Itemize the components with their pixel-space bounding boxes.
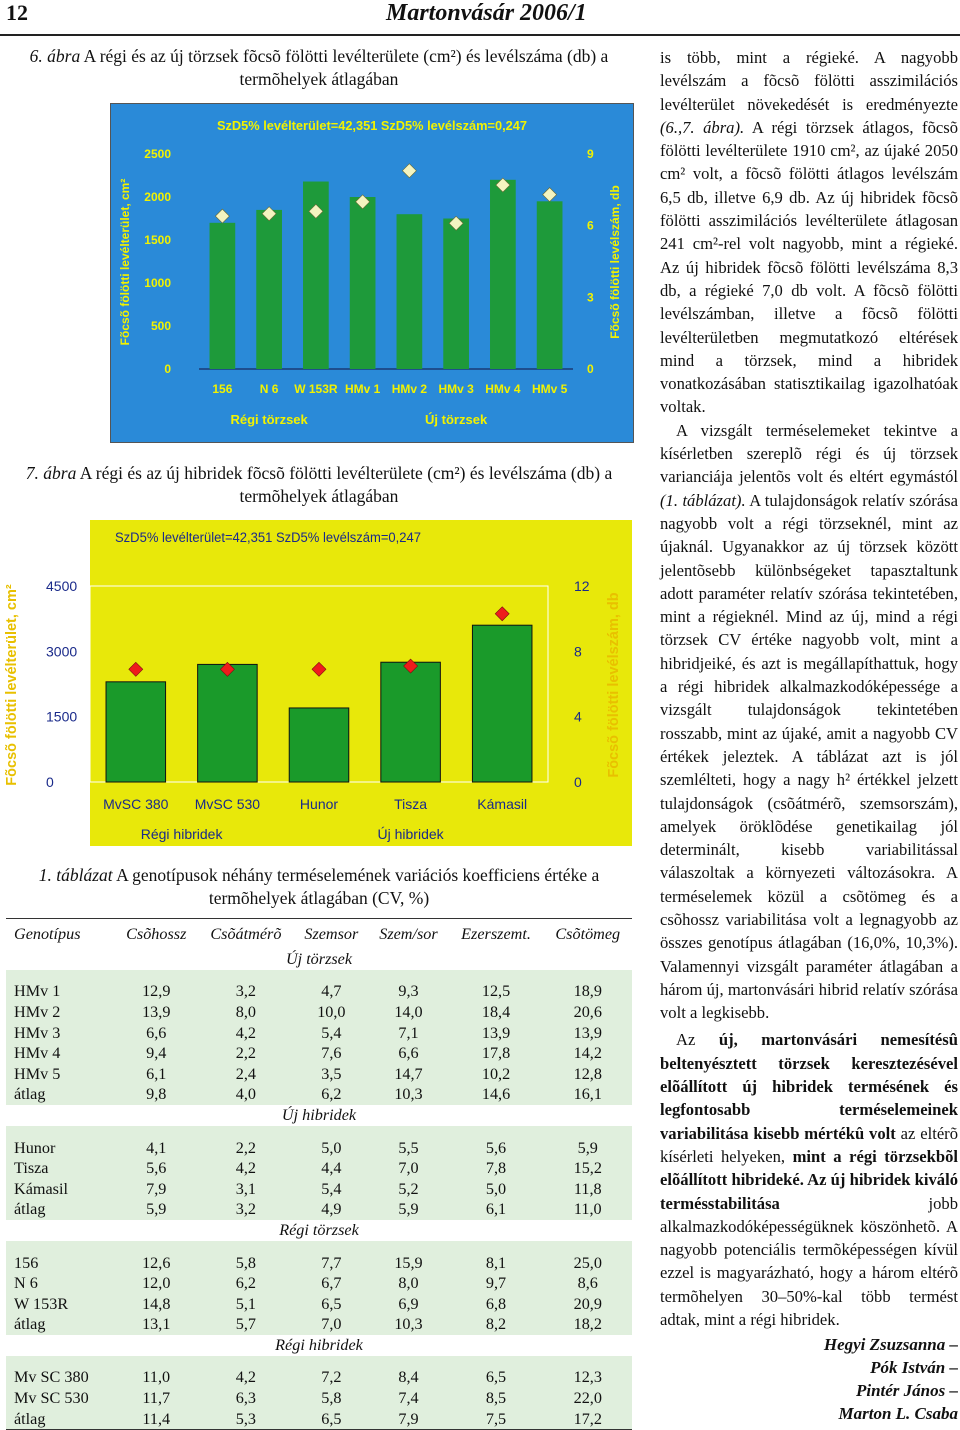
figure6-ytick: 1500 <box>144 233 171 247</box>
figure7-label: 7. ábra <box>25 463 77 483</box>
p3c: az eltérõ kísérleti helyeken, <box>660 1123 959 1166</box>
figure7-y2tick: 4 <box>574 708 582 725</box>
figure6-group-label: Új törzsek <box>425 412 488 427</box>
figure7-ytick: 0 <box>46 774 54 790</box>
figure7-xtick: Tisza <box>394 796 428 812</box>
table-value-cell: 9,7 <box>449 1273 544 1294</box>
table-value-cell: 7,7 <box>294 1253 368 1274</box>
table-value-cell: 6,6 <box>368 1043 448 1064</box>
figure7-xtick: MvSC 380 <box>103 796 169 812</box>
table-value-cell: 7,9 <box>115 1179 198 1200</box>
table-row <box>6 1085 632 1106</box>
table-row <box>6 1138 632 1159</box>
table-spacer <box>6 1126 632 1138</box>
table-value-cell: 18,2 <box>544 1315 632 1336</box>
table-value-cell: 5,1 <box>198 1294 295 1315</box>
figure6-marker <box>543 188 557 202</box>
table-section-title: Új törzsek <box>6 949 632 970</box>
table-genotype-cell: átlag <box>6 1200 115 1221</box>
table-value-cell: 4,2 <box>198 1158 295 1179</box>
figure6-y2tick: 6 <box>587 218 594 233</box>
table-value-cell: 8,2 <box>449 1315 544 1336</box>
table-value-cell: 5,2 <box>368 1179 448 1200</box>
figure6-xtick: HMv 3 <box>438 382 474 396</box>
figure7-title: SzD5% levélterület=42,351 SzD5% levélszám=0,247 <box>115 530 421 545</box>
table-value-cell: 10,3 <box>368 1315 448 1336</box>
table-genotype-cell: HMv 3 <box>6 1023 115 1044</box>
figure7-y2tick: 0 <box>574 774 582 790</box>
figure6-ytick: 2000 <box>144 190 171 204</box>
table-value-cell: 8,0 <box>198 1002 295 1023</box>
table-value-cell: 7,4 <box>368 1388 448 1409</box>
table-row <box>6 982 632 1003</box>
table-value-cell: 14,7 <box>368 1064 448 1085</box>
header-rule <box>0 34 960 36</box>
figure6-bar <box>256 210 282 369</box>
table-header-cell: Ezerszemt. <box>449 919 544 950</box>
figure7-ytick: 1500 <box>46 708 78 725</box>
table-row <box>6 1179 632 1200</box>
table-header-cell: Szem/sor <box>368 919 448 950</box>
figure7-group-label: Régi hibridek <box>140 826 223 842</box>
table-value-cell: 4,7 <box>294 982 368 1003</box>
table-value-cell: 6,5 <box>449 1368 544 1389</box>
figure7-text: A régi és az új hibridek fõcsõ fölötti levélterülete (cm²) és levélszáma (db) a termõhelyek átlagában <box>79 463 613 506</box>
table-value-cell: 14,8 <box>115 1294 198 1315</box>
table-value-cell: 17,8 <box>449 1043 544 1064</box>
table-header-cell: Csõtömeg <box>544 919 632 950</box>
table1-label: 1. táblázat <box>38 865 113 885</box>
table-value-cell: 3,2 <box>198 1200 295 1221</box>
table-value-cell: 7,0 <box>294 1315 368 1336</box>
table-value-cell: 6,3 <box>198 1388 295 1409</box>
figure6-marker <box>402 164 416 178</box>
author-3: Pintér János – <box>855 1381 958 1401</box>
author-2: Pók István – <box>870 1358 958 1378</box>
figure6-xtick: HMv 4 <box>485 382 521 396</box>
table-value-cell: 6,2 <box>294 1085 368 1106</box>
table-value-cell: 5,8 <box>294 1388 368 1409</box>
table-value-cell: 18,4 <box>449 1002 544 1023</box>
table-value-cell: 25,0 <box>544 1253 632 1274</box>
table-value-cell: 5,9 <box>115 1200 198 1221</box>
table-value-cell: 6,9 <box>368 1294 448 1315</box>
table-value-cell: 9,8 <box>115 1085 198 1106</box>
table-value-cell: 7,6 <box>294 1043 368 1064</box>
figure7-ylabel-right <box>598 580 638 790</box>
figure6-ylabel: Fõcsõ fölötti levélterület, cm² <box>118 178 132 346</box>
table-header-cell: Csõhossz <box>115 919 198 950</box>
paragraph-2 <box>660 419 958 1025</box>
table-value-cell: 20,9 <box>544 1294 632 1315</box>
figure6-y2tick: 9 <box>587 147 594 161</box>
table-value-cell: 13,1 <box>115 1315 198 1336</box>
figure6-bar <box>397 214 423 369</box>
table-value-cell: 6,6 <box>115 1023 198 1044</box>
p2-ref: (1. táblázat). <box>660 490 746 510</box>
table-value-cell: 5,3 <box>198 1409 295 1430</box>
figure7-group-label: Új hibridek <box>377 826 444 842</box>
table-genotype-cell: átlag <box>6 1409 115 1430</box>
table-row <box>6 1023 632 1044</box>
table-value-cell: 5,6 <box>115 1158 198 1179</box>
p1-text: is több, mint a régieké. A nagyobb levélszám a fõcsõ fölötti asszimilációs levélterület növekedését is eredményezte <box>660 48 958 114</box>
figure6-bar <box>350 197 376 369</box>
author-4: Marton L. Csaba <box>838 1404 958 1424</box>
table-genotype-cell: Tisza <box>6 1158 115 1179</box>
table-value-cell: 2,2 <box>198 1043 295 1064</box>
table-value-cell: 7,2 <box>294 1368 368 1389</box>
table-value-cell: 6,5 <box>294 1294 368 1315</box>
figure6-ytick: 0 <box>164 362 171 376</box>
figure6-svg <box>111 104 633 442</box>
table-value-cell: 5,4 <box>294 1179 368 1200</box>
figure7-xtick: Hunor <box>299 796 339 812</box>
table-section-title: Régi törzsek <box>6 1220 632 1241</box>
table-value-cell: 10,2 <box>449 1064 544 1085</box>
figure6-xtick: W 153R <box>294 382 338 396</box>
table-genotype-cell: Hunor <box>6 1138 115 1159</box>
p3a: Az <box>676 1030 696 1050</box>
body-text-column <box>660 46 958 1425</box>
table-header-row <box>6 919 632 950</box>
page-number: 12 <box>6 0 28 25</box>
table-value-cell: 11,8 <box>544 1179 632 1200</box>
table-value-cell: 11,4 <box>115 1409 198 1430</box>
table-value-cell: 6,5 <box>294 1409 368 1430</box>
table-spacer <box>6 1241 632 1253</box>
table-row <box>6 1315 632 1336</box>
table-row <box>6 1368 632 1389</box>
table-value-cell: 5,5 <box>368 1138 448 1159</box>
table-value-cell: 4,2 <box>198 1023 295 1044</box>
table-genotype-cell: W 153R <box>6 1294 115 1315</box>
table-value-cell: 12,3 <box>544 1368 632 1389</box>
p2b-text: A tulajdonságok relatív szórása nagyobb volt a régi törzseknél, mint az újaknál. Ugyanakkor az új törzsek között jelentõsebb különbségeket tapasztaltunk adott paraméter relatív szórása tekintetében, mint a régieknél. Mind az új, mind a régi törzsek CV értéke nagyobb volt, mint a hibridjeiké, és azt is megállapíthattuk, hogy a régi hibridek alkalmazkodóképessége a vizsgált tulajdonságok tekintetében rosszabb, mint az újaké, amit a nagyobb CV értékek jeleztek. A táblázat azt is jól szemlélteti, hogy a nagy h² értékkel jelzett tulajdonságok (csõátmérõ, szemsorszám), amelyek öröklõdése genetikailag jól determinált, kisebb variabilitással válaszoltak a környezeti változásokra. A terméselemek közül a csõtömeg és a csõhossz variabilitása volt a legnagyobb az összes genotípus átlagában (16,0%, 10,3%). Valamennyi vizsgált paraméter átlagában a három új, martonvásári hibrid relatív szórása volt a legkisebb. <box>660 490 959 1023</box>
figure6-ytick: 500 <box>150 319 171 333</box>
table-genotype-cell: HMv 5 <box>6 1064 115 1085</box>
table-section-row <box>6 1220 632 1241</box>
table-value-cell: 15,9 <box>368 1253 448 1274</box>
figure6-ytick: 2500 <box>144 147 171 161</box>
table-value-cell: 12,5 <box>449 982 544 1003</box>
table-value-cell: 14,2 <box>544 1043 632 1064</box>
table-value-cell: 17,2 <box>544 1409 632 1430</box>
p3d: mint a régi törzsekbõl elõállított hibrideké. Az új hibridek kiváló termésstabilitása <box>660 1146 958 1213</box>
p1-ref: (6.,7. ábra). <box>660 117 745 137</box>
table-value-cell: 16,1 <box>544 1085 632 1106</box>
table-value-cell: 10,3 <box>368 1085 448 1106</box>
table-value-cell: 6,1 <box>115 1064 198 1085</box>
figure7-bar <box>472 625 532 782</box>
paragraph-3 <box>660 1028 958 1331</box>
p3b: új, martonvásári nemesítésû beltenyésztett törzsek keresztezésével elõállított új hibridek termésének és legfontosabb terméselemeinek variabilitása kisebb mértékû volt <box>660 1030 958 1143</box>
figure6-xtick: HMv 5 <box>531 382 568 396</box>
figure6-marker <box>215 209 229 223</box>
table-section-title: Új hibridek <box>6 1105 632 1126</box>
table-value-cell: 7,5 <box>449 1409 544 1430</box>
table-section-row <box>6 1105 632 1126</box>
table-value-cell: 5,0 <box>449 1179 544 1200</box>
table-genotype-cell: Kámasil <box>6 1179 115 1200</box>
table-row <box>6 1158 632 1179</box>
figure7-y2label-text: Fõcsõ fölötti levélszám, db <box>606 592 622 778</box>
table-spacer <box>6 1356 632 1368</box>
table-row <box>6 1409 632 1430</box>
table-genotype-cell: 156 <box>6 1253 115 1274</box>
table-value-cell: 13,9 <box>544 1023 632 1044</box>
table-value-cell: 5,0 <box>294 1138 368 1159</box>
table-value-cell: 6,8 <box>449 1294 544 1315</box>
table-value-cell: 8,0 <box>368 1273 448 1294</box>
table-section-row <box>6 1335 632 1356</box>
figure7-svg <box>46 520 632 846</box>
table-value-cell: 11,7 <box>115 1388 198 1409</box>
table-genotype-cell: HMv 4 <box>6 1043 115 1064</box>
figure6-y2label: Fõcsõ fölötti levélszám, db <box>608 185 622 339</box>
figure6-y2tick: 3 <box>587 290 594 305</box>
table-genotype-cell: N 6 <box>6 1273 115 1294</box>
table-value-cell: 9,3 <box>368 982 448 1003</box>
figure6-bar <box>537 201 563 369</box>
figure6-title: SzD5% levélterület=42,351 SzD5% levélszám=0,247 <box>217 118 527 133</box>
table-value-cell: 2,2 <box>198 1138 295 1159</box>
table-value-cell: 10,0 <box>294 1002 368 1023</box>
table-value-cell: 6,1 <box>449 1200 544 1221</box>
figure6-group-label: Régi törzsek <box>230 412 308 427</box>
table1-text: A genotípusok néhány terméselemének variációs koefficiens értéke a termõhelyek átlagában (CV, %) <box>116 865 600 908</box>
figure6-bar <box>210 223 236 369</box>
p3e: jobb alkalmazkodóképességüknek köszönhetõ. A nagyobb potenciális termõképességen kívül ezzel is magyarázható, hogy a három eltérõ termõhelyen 30–50%-kal több termést adtak, mint a régi hibridek. <box>660 1193 958 1330</box>
table-row <box>6 1273 632 1294</box>
figure6-xtick: HMv 2 <box>391 382 428 396</box>
figure7-ylabel-text: Fõcsõ fölötti levélterület, cm² <box>4 584 20 786</box>
figure7-chart <box>46 520 632 846</box>
figure6-label: 6. ábra <box>29 46 81 66</box>
table-value-cell: 13,9 <box>449 1023 544 1044</box>
table-header-cell: Csõátmérõ <box>198 919 295 950</box>
table-value-cell: 5,6 <box>449 1138 544 1159</box>
table-value-cell: 5,8 <box>198 1253 295 1274</box>
table-value-cell: 8,4 <box>368 1368 448 1389</box>
figure7-caption <box>6 462 632 508</box>
table-value-cell: 3,1 <box>198 1179 295 1200</box>
table-value-cell: 18,9 <box>544 982 632 1003</box>
table-value-cell: 5,9 <box>544 1138 632 1159</box>
table-row <box>6 1043 632 1064</box>
table-value-cell: 8,1 <box>449 1253 544 1274</box>
table-genotype-cell: Mv SC 380 <box>6 1368 115 1389</box>
p1b-text: A régi törzsek átlagos, fõcsõ fölötti levélterülete 1910 cm², az újaké 2050 cm² volt, a fõcsõ fölötti átlagos levélszám 6,5 db, illetve 6,9 db. Az új hibridek fõcsõ fölötti asszimilációs levélterülete átlagosan 241 cm²-rel volt nagyobb, mint a régieké. Az új hibridek fõcsõ fölötti levélszáma 8,3 db, a régieké 7,0 db volt. A fõcsõ fölötti levélszámban, illetve a fõcsõ fölötti levélterületben megmutatkozó eltérések mind a törzsek, mind a hibridek vonatkozásában statisztikailag igazolhatóak voltak. <box>660 117 958 417</box>
figure6-xtick: N 6 <box>259 382 279 396</box>
author-1: Hegyi Zsuzsanna – <box>823 1335 958 1355</box>
table-value-cell: 7,9 <box>368 1409 448 1430</box>
table-header-cell: Genotípus <box>6 919 115 950</box>
table1-caption <box>6 864 632 910</box>
figure6-chart <box>110 103 634 443</box>
figure6-bar <box>490 180 516 369</box>
figure6-text: A régi és az új törzsek fõcsõ fölötti levélterülete (cm²) és levélszáma (db) a termõhelyek átlagában <box>83 46 609 89</box>
figure7-ytick: 3000 <box>46 643 78 660</box>
table-value-cell: 12,0 <box>115 1273 198 1294</box>
table-genotype-cell: HMv 1 <box>6 982 115 1003</box>
figure6-bar <box>443 219 469 370</box>
table-value-cell: 11,0 <box>544 1200 632 1221</box>
table-header-cell: Szemsor <box>294 919 368 950</box>
paragraph-1 <box>660 46 958 419</box>
table-value-cell: 4,9 <box>294 1200 368 1221</box>
table-value-cell: 12,6 <box>115 1253 198 1274</box>
table-value-cell: 4,1 <box>115 1138 198 1159</box>
table-row <box>6 1294 632 1315</box>
table-value-cell: 3,5 <box>294 1064 368 1085</box>
table-value-cell: 12,8 <box>544 1064 632 1085</box>
table-value-cell: 5,4 <box>294 1023 368 1044</box>
table-genotype-cell: Mv SC 530 <box>6 1388 115 1409</box>
table-value-cell: 7,0 <box>368 1158 448 1179</box>
table-value-cell: 8,6 <box>544 1273 632 1294</box>
figure7-y2tick: 8 <box>574 643 582 660</box>
table-value-cell: 7,8 <box>449 1158 544 1179</box>
table-value-cell: 8,5 <box>449 1388 544 1409</box>
table-value-cell: 14,0 <box>368 1002 448 1023</box>
figure7-xtick: MvSC 530 <box>194 796 261 812</box>
table-value-cell: 2,4 <box>198 1064 295 1085</box>
table-row <box>6 1002 632 1023</box>
table-value-cell: 4,2 <box>198 1368 295 1389</box>
figure7-y2tick: 12 <box>574 578 590 594</box>
table-value-cell: 6,2 <box>198 1273 295 1294</box>
figure7-bar <box>381 662 441 782</box>
table-value-cell: 13,9 <box>115 1002 198 1023</box>
table-value-cell: 12,9 <box>115 982 198 1003</box>
table-row <box>6 1253 632 1274</box>
table-section-row <box>6 949 632 970</box>
figure6-ytick: 1000 <box>144 276 171 290</box>
figure7-xtick: Kámasil <box>477 796 528 812</box>
table-row <box>6 1200 632 1221</box>
p2-text: A vizsgált terméselemeket tekintve a kísérletben szereplõ régi és új törzsek varianciája jelentõs volt és eltért egymástól <box>660 420 958 487</box>
figure6-caption <box>6 45 632 91</box>
figure7-ylabel-left <box>0 580 52 790</box>
table-value-cell: 4,0 <box>198 1085 295 1106</box>
table-section-title: Régi hibridek <box>6 1335 632 1356</box>
table-value-cell: 5,9 <box>368 1200 448 1221</box>
figure6-y2tick: 0 <box>587 362 594 376</box>
table-value-cell: 11,0 <box>115 1368 198 1389</box>
table-genotype-cell: átlag <box>6 1085 115 1106</box>
table-row <box>6 1388 632 1409</box>
figure7-bar <box>289 708 349 782</box>
table-row <box>6 1064 632 1085</box>
table-value-cell: 6,7 <box>294 1273 368 1294</box>
table-value-cell: 3,2 <box>198 982 295 1003</box>
table-value-cell: 20,6 <box>544 1002 632 1023</box>
journal-title: Martonvásár 2006/1 <box>386 0 587 26</box>
table-value-cell: 4,4 <box>294 1158 368 1179</box>
figure6-xtick: HMv 1 <box>344 382 381 396</box>
table-genotype-cell: átlag <box>6 1315 115 1336</box>
table-genotype-cell: HMv 2 <box>6 1002 115 1023</box>
figure7-bar <box>198 664 258 782</box>
figure7-bar <box>106 682 166 782</box>
table-value-cell: 7,1 <box>368 1023 448 1044</box>
table-spacer <box>6 970 632 982</box>
table-value-cell: 15,2 <box>544 1158 632 1179</box>
table-value-cell: 9,4 <box>115 1043 198 1064</box>
table-value-cell: 14,6 <box>449 1085 544 1106</box>
cv-table <box>6 918 632 1430</box>
figure7-ytick: 4500 <box>46 578 78 594</box>
table-value-cell: 5,7 <box>198 1315 295 1336</box>
figure6-xtick: 156 <box>212 382 233 396</box>
table-value-cell: 22,0 <box>544 1388 632 1409</box>
